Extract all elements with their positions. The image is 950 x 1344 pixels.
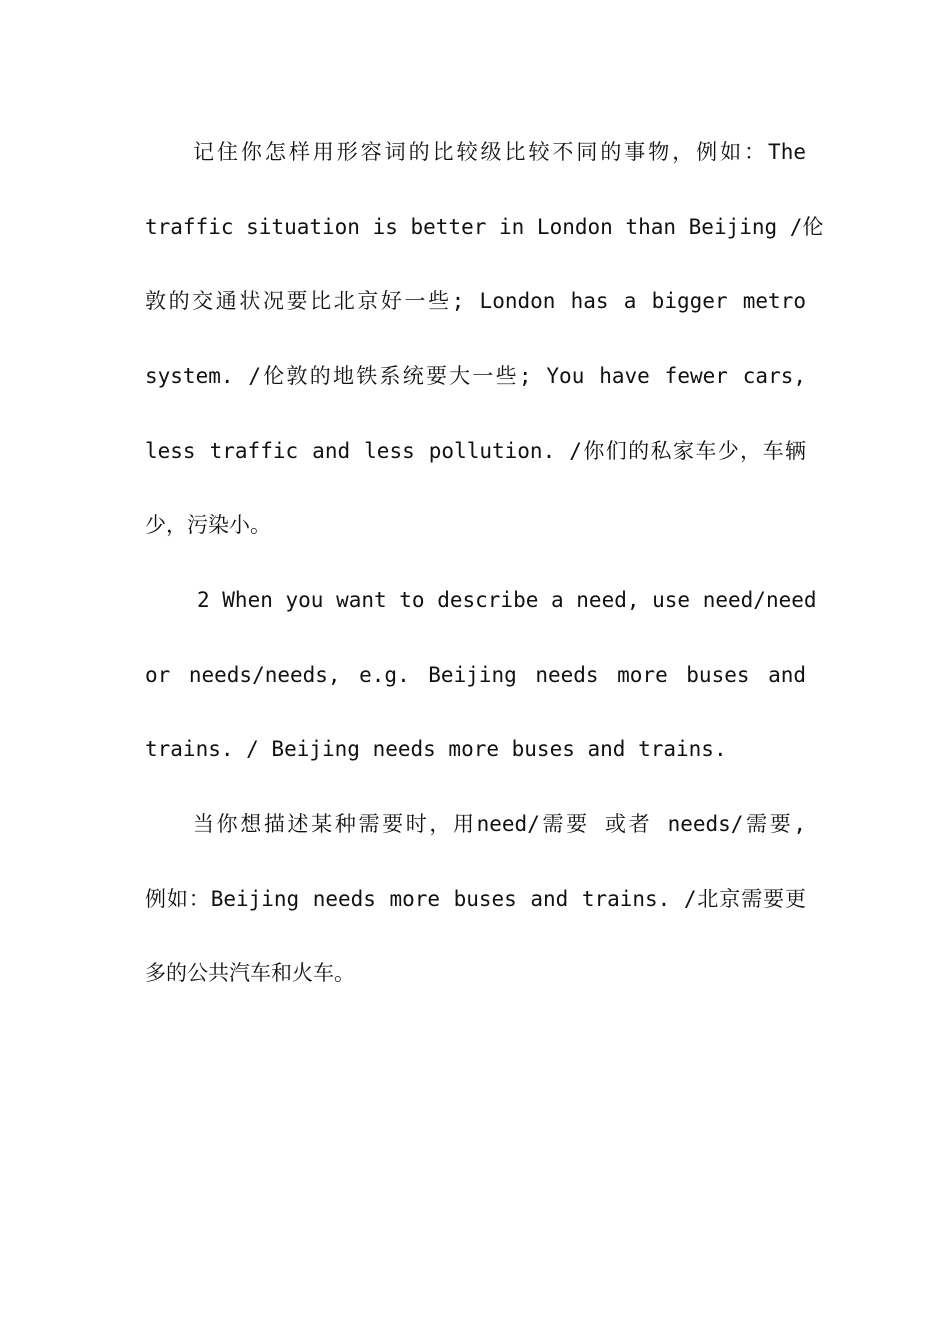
paragraph-1-line-5: less traffic and less pollution. /你们的私家车少，车辆: [145, 439, 806, 463]
paragraph-1-line-1: 记住你怎样用形容词的比较级比较不同的事物，例如：The: [193, 140, 806, 164]
paragraph-1-line-2: traffic situation is better in London than Beijing /伦: [145, 215, 824, 239]
paragraph-1-line-3: 敦的交通状况要比北京好一些; London has a bigger metro: [145, 289, 806, 313]
paragraph-3-line-2: 例如：Beijing needs more buses and trains. /北京需要更: [145, 887, 806, 911]
paragraph-1-line-6: 少，污染小。: [145, 513, 271, 537]
paragraph-1-line-4: system. /伦敦的地铁系统要大一些; You have fewer cars,: [145, 364, 806, 388]
paragraph-3-line-1: 当你想描述某种需要时，用need/需要 或者 needs/需要,: [193, 812, 806, 836]
paragraph-2-line-2: or needs/needs, e.g. Beijing needs more buses and: [145, 663, 806, 687]
paragraph-3-line-3: 多的公共汽车和火车。: [145, 961, 355, 985]
paragraph-2-line-3: trains. / Beijing needs more buses and trains.: [145, 737, 727, 761]
paragraph-2-line-1: 2 When you want to describe a need, use need/need: [197, 588, 817, 612]
